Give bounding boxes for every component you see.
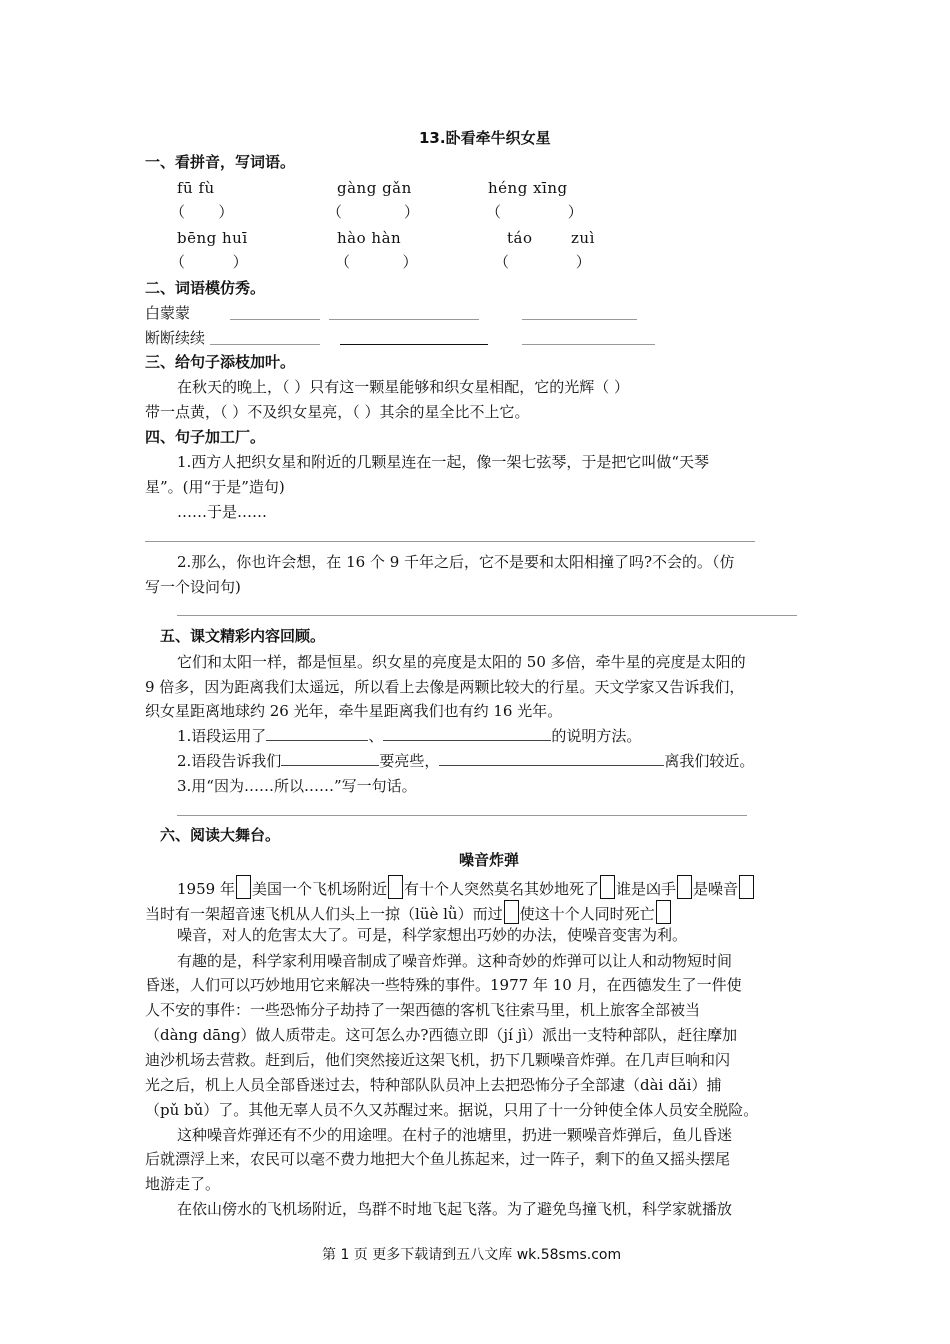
pinyin-6: táo bbox=[507, 229, 533, 247]
blank-line[interactable] bbox=[340, 344, 488, 345]
blank-line[interactable] bbox=[230, 319, 320, 320]
answer-paren-6[interactable]: （ ） bbox=[494, 253, 591, 271]
paragraph-line: 9 倍多，因为距离我们太遥远，所以看上去像是两颗比较大的行星。天文学家又告诉我们， bbox=[145, 678, 745, 696]
answer-paren-5[interactable]: （ ） bbox=[335, 253, 418, 271]
text-part: 当时有一架超音速飞机从人们头上一掠（lüè lǜ）而过 bbox=[145, 905, 503, 923]
pinyin-2: gàng gǎn bbox=[337, 179, 412, 197]
text-part: 是噪音 bbox=[693, 880, 739, 898]
blank-line[interactable] bbox=[266, 726, 368, 741]
punctuation-box[interactable] bbox=[656, 900, 671, 924]
article-line: 后就漂浮上来，农民可以毫不费力地把大个鱼儿拣起来，过一阵子，剩下的鱼又摇头摆尾 bbox=[145, 1150, 731, 1168]
section-4-heading: 四、句子加工厂。 bbox=[145, 428, 266, 446]
article-line: 昏迷，人们可以巧妙地用它来解决一些特殊的事件。1977 年 10 月，在西德发生了一件使 bbox=[145, 976, 742, 994]
blank-line[interactable] bbox=[522, 344, 655, 345]
article-line: 地游走了。 bbox=[145, 1175, 221, 1193]
question-text: 写一个设问句) bbox=[145, 578, 241, 596]
pinyin-1: fū fù bbox=[177, 179, 215, 197]
article-line: （pǔ bǔ）了。其他无辜人员不久又苏醒过来。据说，只用了十一分钟使全体人员安全脱险。 bbox=[145, 1101, 759, 1119]
section-6-heading: 六、阅读大舞台。 bbox=[160, 826, 281, 844]
pinyin-3: héng xīng bbox=[488, 179, 568, 197]
sentence-line: 在秋天的晚上，（ ）只有这一颗星能够和织女星相配，它的光辉（ ） bbox=[177, 378, 630, 396]
answer-paren-1[interactable]: （ ） bbox=[170, 203, 234, 221]
paragraph-line: 它们和太阳一样，都是恒星。织女星的亮度是太阳的 50 多倍，牵牛星的亮度是太阳的 bbox=[177, 653, 746, 671]
question-text: 2.那么，你也许会想，在 16 个 9 千年之后，它不是要和太阳相撞了吗?不会的。（仿 bbox=[177, 553, 735, 571]
paragraph-line: 织女星距离地球约 26 光年，牵牛星距离我们也有约 16 光年。 bbox=[145, 702, 563, 720]
answer-paren-3[interactable]: （ ） bbox=[486, 203, 583, 221]
question-text: 星”。(用“于是”造句) bbox=[145, 478, 285, 496]
pinyin-5: hào hàn bbox=[337, 229, 402, 247]
answer-line[interactable] bbox=[177, 615, 797, 616]
punctuation-box[interactable] bbox=[388, 875, 403, 899]
text-part: 使这十个人同时死亡 bbox=[519, 905, 655, 923]
q-part: 、 bbox=[368, 727, 384, 745]
question-text bbox=[177, 726, 641, 746]
sentence-line: 带一点黄，（ ）不及织女星亮，（ ）其余的星全比不上它。 bbox=[145, 403, 530, 421]
punctuation-box[interactable] bbox=[677, 875, 692, 899]
example-word-2: 断断续续 bbox=[145, 329, 206, 347]
blank-line[interactable] bbox=[210, 344, 320, 345]
article-line: 有趣的是，科学家利用噪音制成了噪音炸弹。这种奇妙的炸弹可以让人和动物短时间 bbox=[177, 952, 733, 970]
blank-line[interactable] bbox=[281, 751, 379, 766]
section-1-heading: 一、看拼音，写词语。 bbox=[145, 153, 296, 171]
question-text: 3.用“因为……所以……”写一句话。 bbox=[177, 777, 417, 795]
q-part: 离我们较近。 bbox=[664, 752, 755, 770]
text-part: 有十个人突然莫名其妙地死了 bbox=[403, 880, 599, 898]
question-text: ……于是…… bbox=[177, 503, 268, 521]
answer-line[interactable] bbox=[145, 541, 755, 542]
text-part: 谁是凶手 bbox=[615, 880, 676, 898]
page-footer: 第 1 页 更多下载请到五八文库 wk.58sms.com bbox=[322, 1247, 622, 1263]
punctuation-box[interactable] bbox=[236, 875, 251, 899]
article-line bbox=[145, 900, 672, 924]
blank-line[interactable] bbox=[439, 751, 664, 766]
article-line: 这种噪音炸弹还有不少的用途哩。在村子的池塘里，扔进一颗噪音炸弹后，鱼儿昏迷 bbox=[177, 1126, 733, 1144]
article-line: 光之后，机上人员全部昏迷过去，特种部队队员冲上去把恐怖分子全部逮（dài dǎi）捕 bbox=[145, 1076, 722, 1094]
article-line: 在依山傍水的飞机场附近，鸟群不时地飞起飞落。为了避免鸟撞飞机，科学家就播放 bbox=[177, 1200, 733, 1218]
answer-paren-2[interactable]: （ ） bbox=[327, 203, 419, 221]
page-title: 13.卧看牵牛织女星 bbox=[419, 129, 551, 147]
question-text bbox=[177, 751, 754, 771]
q-part: 1.语段运用了 bbox=[177, 727, 267, 745]
article-line: 迪沙机场去营救。赶到后，他们突然接近这架飞机，扔下几颗噪音炸弹。在几声巨响和闪 bbox=[145, 1051, 731, 1069]
section-3-heading: 三、给句子添枝加叶。 bbox=[145, 353, 296, 371]
article-title: 噪音炸弹 bbox=[459, 851, 520, 869]
question-text: 1.西方人把织女星和附近的几颗星连在一起，像一架七弦琴，于是把它叫做“天琴 bbox=[177, 453, 709, 471]
q-part: 的说明方法。 bbox=[551, 727, 642, 745]
blank-line[interactable] bbox=[522, 319, 637, 320]
pinyin-4: bēng huī bbox=[177, 229, 248, 247]
q-part: 2.语段告诉我们 bbox=[177, 752, 282, 770]
punctuation-box[interactable] bbox=[504, 900, 519, 924]
punctuation-box[interactable] bbox=[739, 875, 754, 899]
article-line bbox=[177, 875, 755, 899]
punctuation-box[interactable] bbox=[600, 875, 615, 899]
example-word-1: 白蒙蒙 bbox=[145, 304, 191, 322]
article-line: （dàng dāng）做人质带走。这可怎么办?西德立即（jí jì）派出一支特种部队，赶往摩加 bbox=[145, 1026, 738, 1044]
text-part: 1959 年 bbox=[177, 880, 235, 898]
answer-paren-4[interactable]: （ ） bbox=[170, 253, 248, 271]
section-5-heading: 五、课文精彩内容回顾。 bbox=[160, 627, 326, 645]
article-line: 噪音，对人的危害太大了。可是，科学家想出巧妙的办法，使噪音变害为利。 bbox=[177, 926, 688, 944]
section-2-heading: 二、词语模仿秀。 bbox=[145, 279, 266, 297]
text-part: 美国一个飞机场附近 bbox=[251, 880, 387, 898]
pinyin-7: zuì bbox=[571, 229, 595, 247]
blank-line[interactable] bbox=[383, 726, 551, 741]
blank-line[interactable] bbox=[329, 319, 479, 320]
article-line: 人不安的事件：一些恐怖分子劫持了一架西德的客机飞往索马里，机上旅客全部被当 bbox=[145, 1001, 701, 1019]
answer-line[interactable] bbox=[177, 815, 747, 816]
q-part: 要亮些， bbox=[379, 752, 440, 770]
